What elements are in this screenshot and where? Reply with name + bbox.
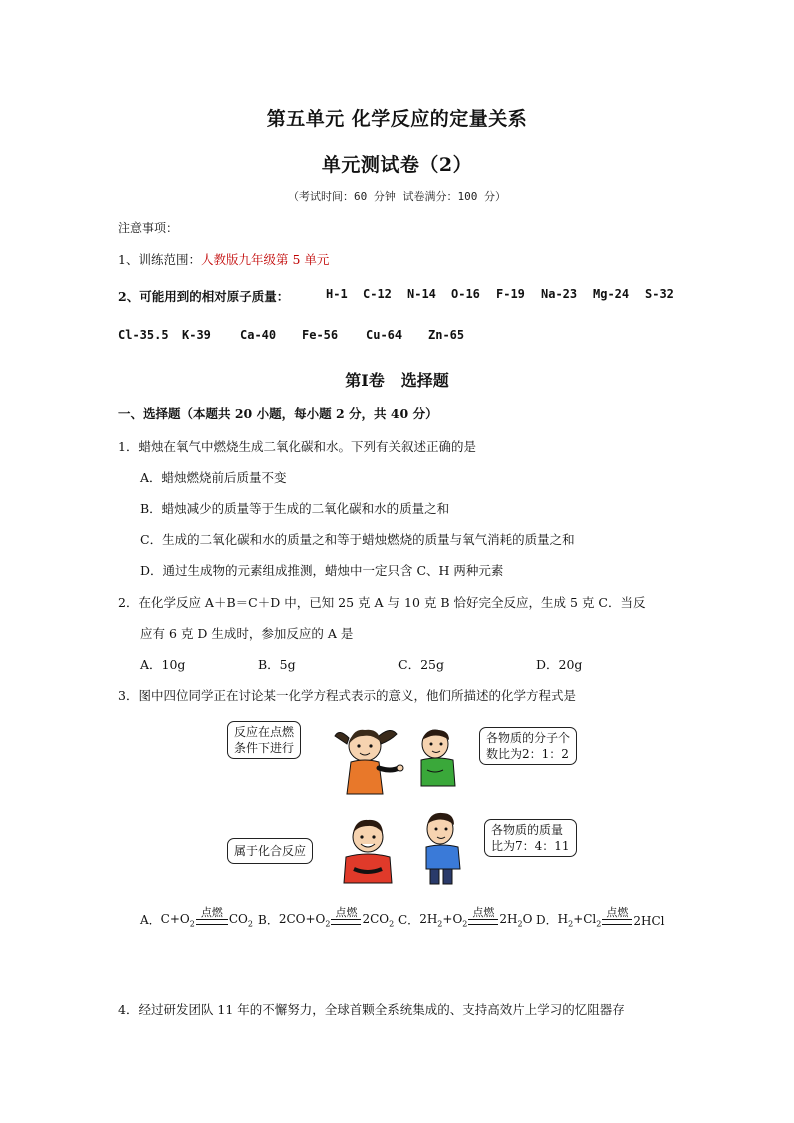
notes-item-1-prefix: 1、训练范围： xyxy=(118,252,201,267)
q3-option-a-reactants: $C+O_2$ xyxy=(160,911,195,928)
training-scope: 人教版九年级第 5 单元 xyxy=(200,252,330,267)
atomic-mass: S-32 xyxy=(645,287,674,301)
q2-option-a: A．10g xyxy=(140,657,186,672)
q1-option-d: D．通过生成物的元素组成推测，蜡烛中一定只含 C、H 两种元素 xyxy=(140,563,504,578)
q2-option-b: B．5g xyxy=(258,657,296,672)
bubble-4-line-2: 比为7：4：11 xyxy=(491,839,570,853)
q2-stem-line-2: 应有 6 克 D 生成时，参加反应的 A 是 xyxy=(140,626,354,641)
q2-option-d: D．20g xyxy=(536,657,583,672)
bubble-2-line-2: 数比为2：1：2 xyxy=(486,747,569,761)
q1-option-b: B．蜡烛减少的质量等于生成的二氧化碳和水的质量之和 xyxy=(140,501,450,516)
atomic-mass: Cu-64 xyxy=(366,328,403,342)
q3-option-b-condition: 点燃 xyxy=(331,907,361,928)
atomic-mass: Mg-24 xyxy=(593,287,630,301)
atomic-mass: Cl-35.5 xyxy=(118,328,169,342)
q3-option-c-products: $2H_2O$ xyxy=(499,911,533,928)
speech-bubble-3 xyxy=(227,838,313,864)
student-boy-green-figure xyxy=(413,726,463,788)
speech-bubble-2 xyxy=(479,727,577,765)
notes-heading: 注意事项： xyxy=(118,221,179,235)
q3-stem: 3．图中四位同学正在讨论某一化学方程式表示的意义，他们所描述的化学方程式是 xyxy=(118,688,576,703)
atomic-mass-label: 2、可能用到的相对原子质量： xyxy=(118,289,290,304)
notes-item-2 xyxy=(118,287,289,305)
q3-option-a-label: A． xyxy=(140,913,161,927)
section-heading: 一、选择题（本题共 20 小题，每小题 2 分，共 40 分） xyxy=(118,406,438,421)
q2-stem-line-1: 2．在化学反应 A＋B＝C＋D 中，已知 25 克 A 与 10 克 B 恰好完全反应，生成 5 克 C．当反 xyxy=(118,595,646,610)
atomic-mass: F-19 xyxy=(496,287,525,301)
student-girl-figure xyxy=(333,722,405,798)
q3-option-c-reactants: $2H_2+O_2$ xyxy=(419,911,468,928)
student-boy-red-figure xyxy=(338,815,400,885)
atomic-mass: C-12 xyxy=(363,287,392,301)
atomic-mass: H-1 xyxy=(326,287,348,301)
q3-option-a-products: $CO_2$ xyxy=(228,911,253,928)
q3-option-d-condition: 点燃 xyxy=(602,907,632,928)
part-1-title: 第Ⅰ卷 选择题 xyxy=(345,371,449,390)
q3-option-d-reactants: $H_2+Cl_2$ xyxy=(557,911,602,928)
q3-option-b-label: B． xyxy=(258,913,279,927)
atomic-mass: Zn-65 xyxy=(428,328,465,342)
q3-option-b xyxy=(258,907,394,928)
page-title: 第五单元 化学反应的定量关系 xyxy=(266,108,528,130)
q3-option-c-label: C． xyxy=(398,913,420,927)
q3-option-d xyxy=(536,907,664,928)
atomic-mass: Ca-40 xyxy=(240,328,277,342)
q3-option-b-reactants: $2CO+O_2$ xyxy=(278,911,331,928)
q4-stem: 4．经过研发团队 11 年的不懈努力，全球首颗全系统集成的、支持高效片上学习的忆阻器存 xyxy=(118,1002,625,1017)
bubble-2-line-1: 各物质的分子个 xyxy=(486,731,571,745)
atomic-mass: Fe-56 xyxy=(302,328,339,342)
q3-option-b-products: $2CO_2$ xyxy=(362,911,395,928)
q3-option-a-condition: 点燃 xyxy=(196,907,228,928)
page-subtitle: 单元测试卷（2） xyxy=(321,154,473,176)
q1-option-c: C．生成的二氧化碳和水的质量之和等于蜡烛燃烧的质量与氧气消耗的质量之和 xyxy=(140,532,575,547)
speech-bubble-1 xyxy=(227,721,301,759)
q1-option-a: A．蜡烛燃烧前后质量不变 xyxy=(140,470,287,485)
q3-option-d-products: 2HCl xyxy=(633,914,665,928)
q3-option-a xyxy=(140,907,253,928)
atomic-mass: N-14 xyxy=(407,287,436,301)
bubble-1-line-1: 反应在点燃 xyxy=(234,725,295,739)
student-boy-blue-figure xyxy=(418,809,468,885)
atomic-mass: O-16 xyxy=(451,287,480,301)
q3-option-c-condition: 点燃 xyxy=(468,907,498,928)
atomic-mass: K-39 xyxy=(182,328,211,342)
bubble-3-line: 属于化合反应 xyxy=(234,844,307,858)
q3-option-c xyxy=(398,907,532,928)
exam-info: （考试时间：60 分钟 试卷满分：100 分） xyxy=(288,190,506,203)
bubble-4-line-1: 各物质的质量 xyxy=(491,823,564,837)
notes-item-1 xyxy=(118,250,329,268)
speech-bubble-4 xyxy=(484,819,577,857)
q2-option-c: C．25g xyxy=(398,657,444,672)
q3-option-d-label: D． xyxy=(536,913,558,927)
atomic-mass: Na-23 xyxy=(541,287,578,301)
q1-stem: 1．蜡烛在氧气中燃烧生成二氧化碳和水。下列有关叙述正确的是 xyxy=(118,439,476,454)
bubble-1-line-2: 条件下进行 xyxy=(234,741,295,755)
